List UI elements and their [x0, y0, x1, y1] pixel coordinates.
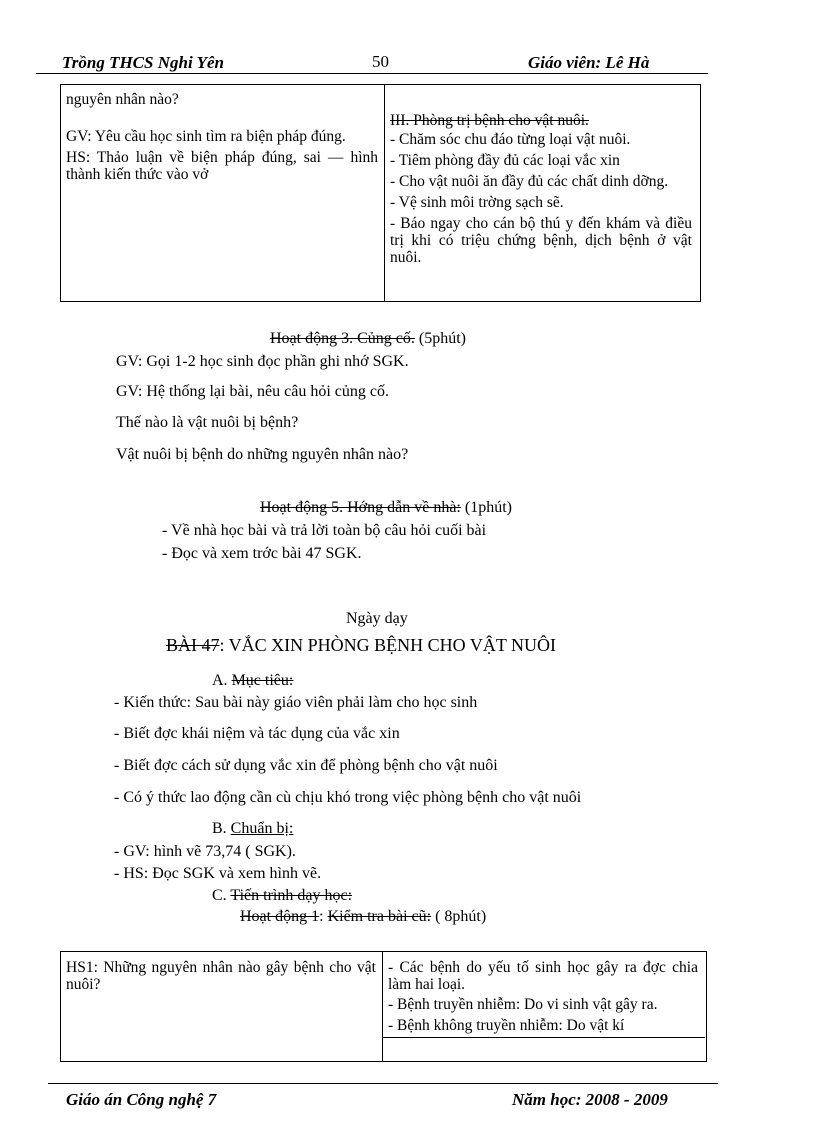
activity1-time: ( 8phút) [431, 908, 487, 925]
activity1-sep: : [319, 908, 328, 925]
process-label: Tiến trình dạy học: [230, 887, 353, 904]
table2-left-cell: HS1: Những nguyên nhân nào gây bệnh cho vật nuôi? [66, 959, 376, 993]
activity5-line2: - Đọc và xem trớc bài 47 SGK. [162, 545, 362, 562]
lesson-number: BÀI 47 [166, 635, 220, 655]
activity5-line1: - Về nhà học bài và trả lời toàn bộ câu hỏi cuối bài [162, 522, 487, 539]
table2-row-rule [383, 1037, 705, 1038]
school-name: Trồng THCS Nghi Yên [62, 53, 225, 72]
t1-right-b1: - Chăm sóc chu đáo từng loại vật nuôi. [390, 131, 631, 148]
objectives-label: Mục tiêu: [231, 672, 294, 689]
activity1-name: Kiểm tra bài cũ: [327, 908, 432, 925]
activity3-line2: GV: Hệ thống lại bài, nêu câu hỏi củng cố. [116, 383, 389, 400]
t1-right-b3: - Cho vật nuôi ăn đầy đủ các chất dinh dỡng. [390, 173, 669, 190]
objective-4: - Có ý thức lao động cần cù chịu khó trong việc phòng bệnh cho vật nuôi [114, 789, 582, 806]
t1-right-b4: - Vệ sinh môi trờng sạch sẽ. [390, 194, 564, 211]
prep-heading [212, 820, 293, 838]
prep-label: Chuẩn bị: [230, 820, 294, 837]
t2-right-line2: - Bệnh truyền nhiễm: Do vi sinh vật gây ra. [388, 996, 658, 1013]
t1-right-b5: - Báo ngay cho cán bộ thú y đến khám và điều trị khi có triệu chứng bệnh, dịch bệnh ở vật nuôi. [390, 215, 692, 266]
activity1-label: Hoạt động 1 [240, 908, 320, 925]
objectives-heading [212, 672, 293, 690]
objectives-prefix: A. [212, 672, 232, 689]
objective-2: - Biết đợc khái niệm và tác dụng của vắc xin [114, 725, 400, 742]
table2-divider [382, 951, 383, 1061]
prep-prefix: B. [212, 820, 231, 837]
activity3-time: (5phút) [414, 330, 466, 347]
process-prefix: C. [212, 887, 231, 904]
activity5-heading [260, 499, 512, 517]
t1-right-title: III. Phòng trị bệnh cho vật nuôi. [390, 112, 589, 129]
page-number: 50 [372, 52, 389, 71]
activity5-title: Hoạt động 5. Hớng dẫn về nhà: [260, 499, 461, 516]
t2-right-line1: - Các bệnh do yếu tố sinh học gây ra đợc chia làm hai loại. [388, 959, 698, 993]
process-heading [212, 887, 352, 905]
activity3-line1: GV: Gọi 1-2 học sinh đọc phần ghi nhớ SGK. [116, 353, 409, 370]
t1-left-line1: nguyên nhân nào? [66, 91, 179, 108]
activity3-line3: Thế nào là vật nuôi bị bệnh? [116, 414, 299, 431]
objective-3: - Biết đợc cách sử dụng vắc xin để phòng bệnh cho vật nuôi [114, 757, 498, 774]
prep-line2: - HS: Đọc SGK và xem hình vẽ. [114, 865, 322, 882]
t2-right-line3: - Bệnh không truyền nhiễm: Do vật kí [388, 1017, 625, 1034]
table-divider [384, 84, 385, 301]
lesson-title: : VẮC XIN PHÒNG BỆNH CHO VẬT NUÔI [219, 635, 557, 655]
t1-right-b2: - Tiêm phòng đầy đủ các loại vắc xin [390, 152, 620, 169]
activity3-title: Hoạt động 3. Củng cố. [270, 330, 415, 347]
activity5-time: (1phút) [460, 499, 512, 516]
footer-school-year: Năm học: 2008 - 2009 [512, 1090, 668, 1109]
header-rule [36, 73, 708, 74]
activity3-heading [270, 330, 466, 348]
lesson-heading [166, 635, 556, 656]
objective-1: - Kiến thức: Sau bài này giáo viên phải làm cho học sinh [114, 694, 478, 711]
t1-left-line2: GV: Yêu cầu học sinh tìm ra biện pháp đúng. [66, 128, 346, 145]
table2-right-cell [388, 959, 698, 1034]
footer-rule [48, 1083, 718, 1084]
teacher-name: Giáo viên: Lê Hà [528, 53, 650, 72]
teaching-date-label: Ngày dạy [346, 610, 408, 627]
activity3-line4: Vật nuôi bị bệnh do những nguyên nhân nào? [116, 446, 409, 463]
prep-line1: - GV: hình vẽ 73,74 ( SGK). [114, 843, 296, 860]
table1-left-cell [66, 91, 378, 183]
t1-left-line3: HS: Thảo luận về biện pháp đúng, sai — hình thành kiến thức vào vở [66, 149, 378, 183]
table1-right-cell [390, 112, 692, 266]
footer-course: Giáo án Công nghệ 7 [66, 1090, 217, 1109]
activity1-heading [240, 908, 486, 926]
